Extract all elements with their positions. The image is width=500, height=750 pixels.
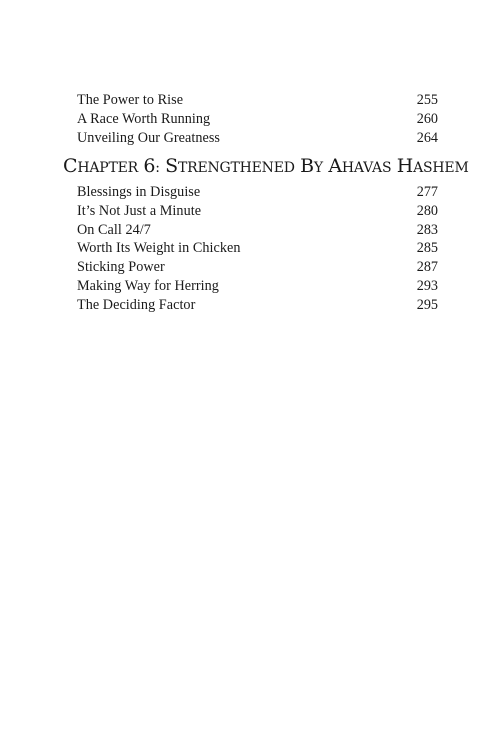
toc-entry-page: 295 (416, 296, 438, 313)
toc-entry (77, 296, 438, 315)
toc-entry (77, 129, 438, 148)
toc-entry-page: 277 (416, 184, 438, 200)
toc-entry-title: Making Way for Herring (77, 277, 219, 294)
toc-entry-page: 293 (416, 277, 438, 294)
toc-entry-page: 283 (416, 221, 438, 238)
toc-list-previous-chapter (77, 91, 438, 147)
toc-entry-title: The Deciding Factor (77, 296, 196, 313)
toc-entry (77, 221, 438, 240)
toc-entry (77, 91, 438, 110)
toc-entry-page: 280 (416, 202, 438, 219)
toc-entry-title: On Call 24/7 (77, 221, 151, 238)
toc-entry-page: 287 (416, 259, 438, 276)
toc-entry-title: Blessings in Disguise (77, 184, 201, 200)
toc-entry-title: Sticking Power (77, 259, 165, 276)
toc-entry (77, 110, 438, 129)
toc-entry (77, 258, 438, 277)
toc-entry (77, 202, 438, 221)
toc-entry-page: 285 (416, 240, 438, 257)
toc-entry-page: 264 (416, 129, 438, 146)
toc-entry (77, 183, 438, 202)
toc-list-chapter-6 (77, 183, 438, 315)
toc-entry-title: It’s Not Just a Minute (77, 202, 202, 219)
toc-entry-title: Unveiling Our Greatness (77, 129, 220, 146)
toc-entry (77, 277, 438, 296)
toc-entry-title: The Power to Rise (77, 92, 184, 108)
toc-entry-title: Worth Its Weight in Chicken (77, 240, 241, 257)
toc-entry-title: A Race Worth Running (77, 110, 211, 127)
toc-entry-page: 255 (416, 92, 438, 108)
toc-entry (77, 239, 438, 258)
toc-entry-page: 260 (416, 110, 438, 127)
chapter-heading: CHAPTER 6: STRENGTHENED BY AHAVAS HASHEM (63, 155, 469, 177)
